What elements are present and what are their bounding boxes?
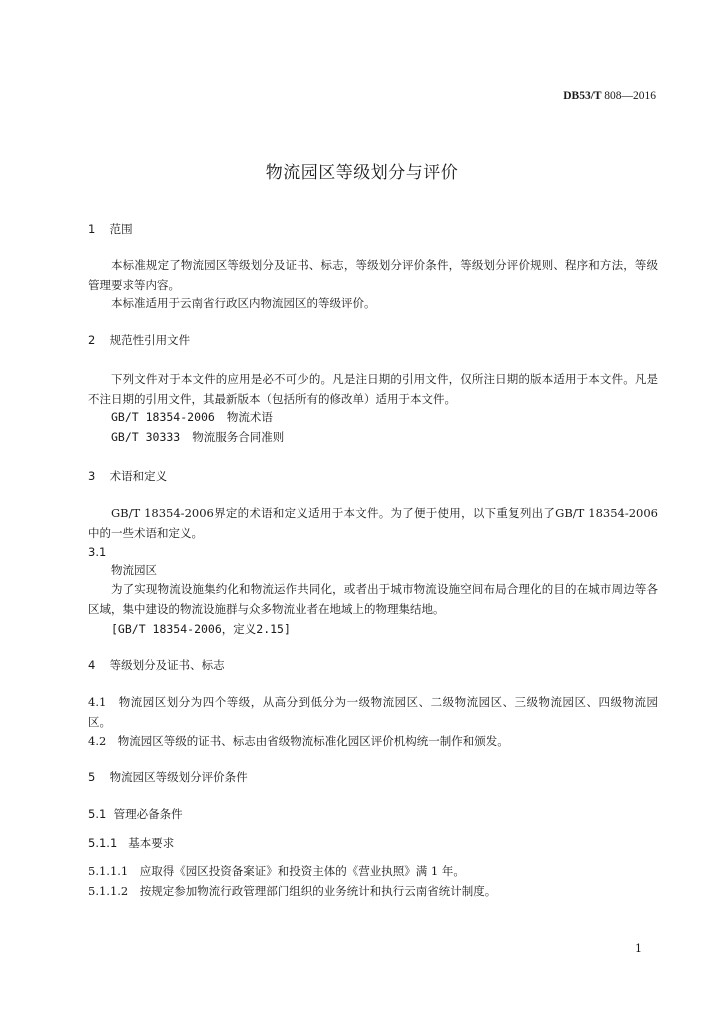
section-2-number: 2 xyxy=(88,333,96,347)
clause-5-1-1-2: 5.1.1.2 按规定参加物流行政管理部门组织的业务统计和执行云南省统计制度。 xyxy=(88,884,497,898)
section-5-number: 5 xyxy=(88,770,96,784)
section-1-heading xyxy=(88,221,133,237)
section-2-title: 规范性引用文件 xyxy=(109,333,191,347)
clause-5-1-heading xyxy=(88,806,183,822)
clause-5-1-1-1: 5.1.1.1 应取得《园区投资备案证》和投资主体的《营业执照》满 1 年。 xyxy=(88,864,465,878)
clause-4-2: 4.2 物流园区等级的证书、标志由省级物流标准化园区评价机构统一制作和颁发。 xyxy=(88,734,509,748)
page-number: 1 xyxy=(635,942,642,955)
clause-5-1-1-heading xyxy=(88,835,174,851)
section-4-heading xyxy=(88,657,225,673)
standard-code xyxy=(563,90,656,102)
clause-5-1-title: 管理必备条件 xyxy=(113,807,183,821)
section-1-number: 1 xyxy=(88,222,96,236)
section-3-heading xyxy=(88,468,167,484)
section-3-paragraph-1: GB/T 18354-2006界定的术语和定义适用于本文件。为了便于使用，以下重复列出了GB/T 18354-2006中的一些术语和定义。 xyxy=(88,506,658,540)
section-2-paragraph-1: 下列文件对于本文件的应用是必不可少的。凡是注日期的引用文件，仅所注日期的版本适用于本文件。凡是不注日期的引用文件，其最新版本（包括所有的修改单）适用于本文件。 xyxy=(88,372,658,406)
section-1-paragraph-2: 本标准适用于云南省行政区内物流园区的等级评价。 xyxy=(111,296,376,310)
term-number: 3.1 xyxy=(88,545,107,559)
section-4-title: 等级划分及证书、标志 xyxy=(109,658,225,672)
standard-code-number: 808—2016 xyxy=(604,90,656,102)
clause-4-1: 4.1 物流园区划分为四个等级，从高分到低分为一级物流园区、二级物流园区、三级物流园区、四级物流园区。 xyxy=(88,695,658,729)
clause-5-1-number: 5.1 xyxy=(88,807,107,821)
section-4-number: 4 xyxy=(88,658,96,672)
term-source: [GB/T 18354-2006，定义2.15] xyxy=(111,622,291,636)
section-5-heading xyxy=(88,769,248,785)
document-title: 物流园区等级划分与评价 xyxy=(265,163,459,183)
section-2-heading xyxy=(88,332,190,348)
section-1-title: 范围 xyxy=(109,222,133,236)
term-definition: 为了实现物流设施集约化和物流运作共同化，或者出于城市物流设施空间布局合理化的目的在城市周边等各区域，集中建设的物流设施群与众多物流业者在地域上的物理集结地。 xyxy=(88,582,658,616)
reference-1-name: 物流术语 xyxy=(226,410,273,424)
section-3-title: 术语和定义 xyxy=(109,469,168,483)
section-3-number: 3 xyxy=(88,469,96,483)
reference-item-2 xyxy=(111,429,284,445)
reference-2-name: 物流服务合同准则 xyxy=(192,430,285,444)
reference-item-1 xyxy=(111,409,273,425)
reference-1-code: GB/T 18354-2006 xyxy=(111,410,215,424)
section-5-title: 物流园区等级划分评价条件 xyxy=(109,770,248,784)
clause-5-1-1-title: 基本要求 xyxy=(128,836,175,850)
standard-code-prefix: DB53/T xyxy=(563,90,602,102)
reference-2-code: GB/T 30333 xyxy=(111,430,181,444)
section-1-paragraph-1: 本标准规定了物流园区等级划分及证书、标志，等级划分评价条件，等级划分评价规则、程序和方法，等级管理要求等内容。 xyxy=(88,258,658,292)
clause-5-1-1-number: 5.1.1 xyxy=(88,836,118,850)
term-name: 物流园区 xyxy=(111,563,157,577)
